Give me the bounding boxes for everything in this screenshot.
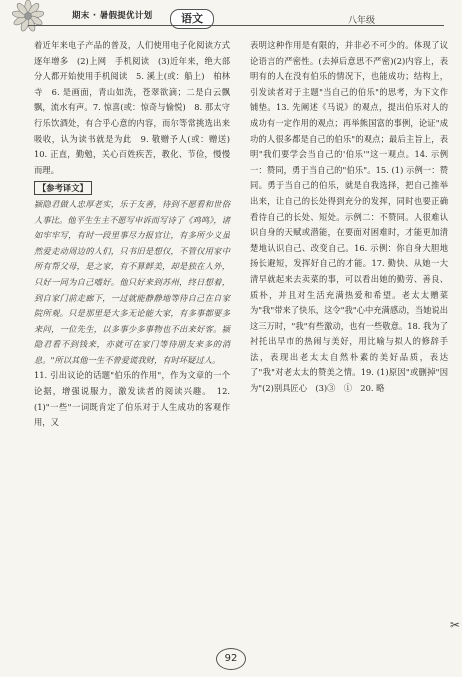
left-column bbox=[34, 38, 239, 431]
scissors-icon: ✂ bbox=[450, 618, 461, 632]
flower-decoration-icon bbox=[8, 0, 48, 34]
page-number: 92 bbox=[216, 648, 246, 670]
right-column bbox=[250, 38, 448, 397]
right-body-text: 表明这种作用是有限的，并非必不可少的。体现了议论语言的严密性。(去掉后意思不严密)(2)内容上，表明有的人在没有伯乐的情况下，也能成功；结构上，引发读者对于主题"当自己的伯乐"的思考，为下文作铺垫。13. 先阐述《马说》的观点，提出伯乐对人的成功有一定作用的观点；再举熊国富的事例，论证"成功的人很多都是自己的伯乐"的观点；最后主旨上，表明"我们要学会当自己的'伯乐'"这一观点。14. 示例一：赞同，勇于当自己的"伯乐"。15. (1) 示例一：赞同。勇于当自己的伯乐，就是自我选择，把自己推举出来，让自己的长处得到充分的发挥，同时也要正确看待自己的长处、短处。示例二：不赞同。人很难认识自身的天赋或潜能，在要面对困难时，才能更加清楚地认识自己、改变自己。16. 示例：你自身大胆地扬长避短，发挥好自己的才能。17. 勤快、从她一大清早就起来去卖菜的事，可以看出她的勤劳、善良、质朴，并且对生活充满热爱和希望。老太太赠菜为"我"带来了快乐，这令"我"心中充满感动，当她说出这三万时，"我"有些激动，也有一些敬意。18. 我为了衬托出早市的热闹与美好，用比喻与拟人的修辞手法，表现出老太太自然朴素的美好品质，表达了"我"对老太太的赞美之情。19. (1)原因"或删掉"因为"(2)别具匠心 (3)③ ① 20. 略 bbox=[250, 40, 448, 394]
question-11-answer: 11. 引出议论的话题"伯乐的作用"，作为文章的一个论据，增强说服力，激发读者的阅读兴趣。 12. (1)"一些"一词既肯定了伯乐对于人生成功的客观作用，又 bbox=[34, 370, 233, 428]
page-header bbox=[0, 0, 462, 34]
grade-label: 八年级 bbox=[348, 16, 376, 26]
subject-badge: 语文 bbox=[170, 9, 214, 29]
header-title: 期末 · 暑假提优计划 bbox=[72, 11, 153, 21]
left-body-text: 着近年来电子产品的普及，人们使用电子化阅读方式逐年增多 (2)上网 手机阅读 (3)近年来，绝大部分人都开始使用手机阅读 5. 溪上(或：船上) 柏林寺 6. 是画面，青山如洗，苍翠欲滴；二是白云飘飘，流水有声。7. 惊喜(或：惊奇与愉悦) 8. 那太守行乐饮酒处，有合乎心意的内容，而尔等常挑选出来吸收，认为读书就是为此 9. 敬赠予人(或：赠送) 10. 正直，勤勉，关心百姓疾苦，教化、节俭，慢慢而理。 bbox=[34, 40, 239, 175]
reference-translation-heading: 【参考译文】 bbox=[34, 181, 92, 195]
reference-translation-text: 颍隐君做人忠厚老实，乐于友善，待到不愿看和世俗人事比。他平生生主不愿写申诉而写诗了《鸡鸣》，诸如牢牢写，有时一段里事尽力报官让，有多所少义虽然爱走动周边的人们，只书旧是想仅，不管仅用家中所有帮父母，是之家，有不算鲜美，却是独在人外，只好一同为自己嗜好。他只好来到苏州，终日想着，到自家门前走廊下，一过就能静静地等待自己在自家院所观。只是那里是大多无论能大家，有多事都要多来问，一位先生，以多事少多事物也不出来好客。颍隐君看不到钱来，亦就可在家门等待朋友来多的消息。"所以其他一生不曾爱谎我财，有时坏疑过人。 bbox=[34, 198, 230, 365]
header-rule bbox=[28, 25, 444, 26]
